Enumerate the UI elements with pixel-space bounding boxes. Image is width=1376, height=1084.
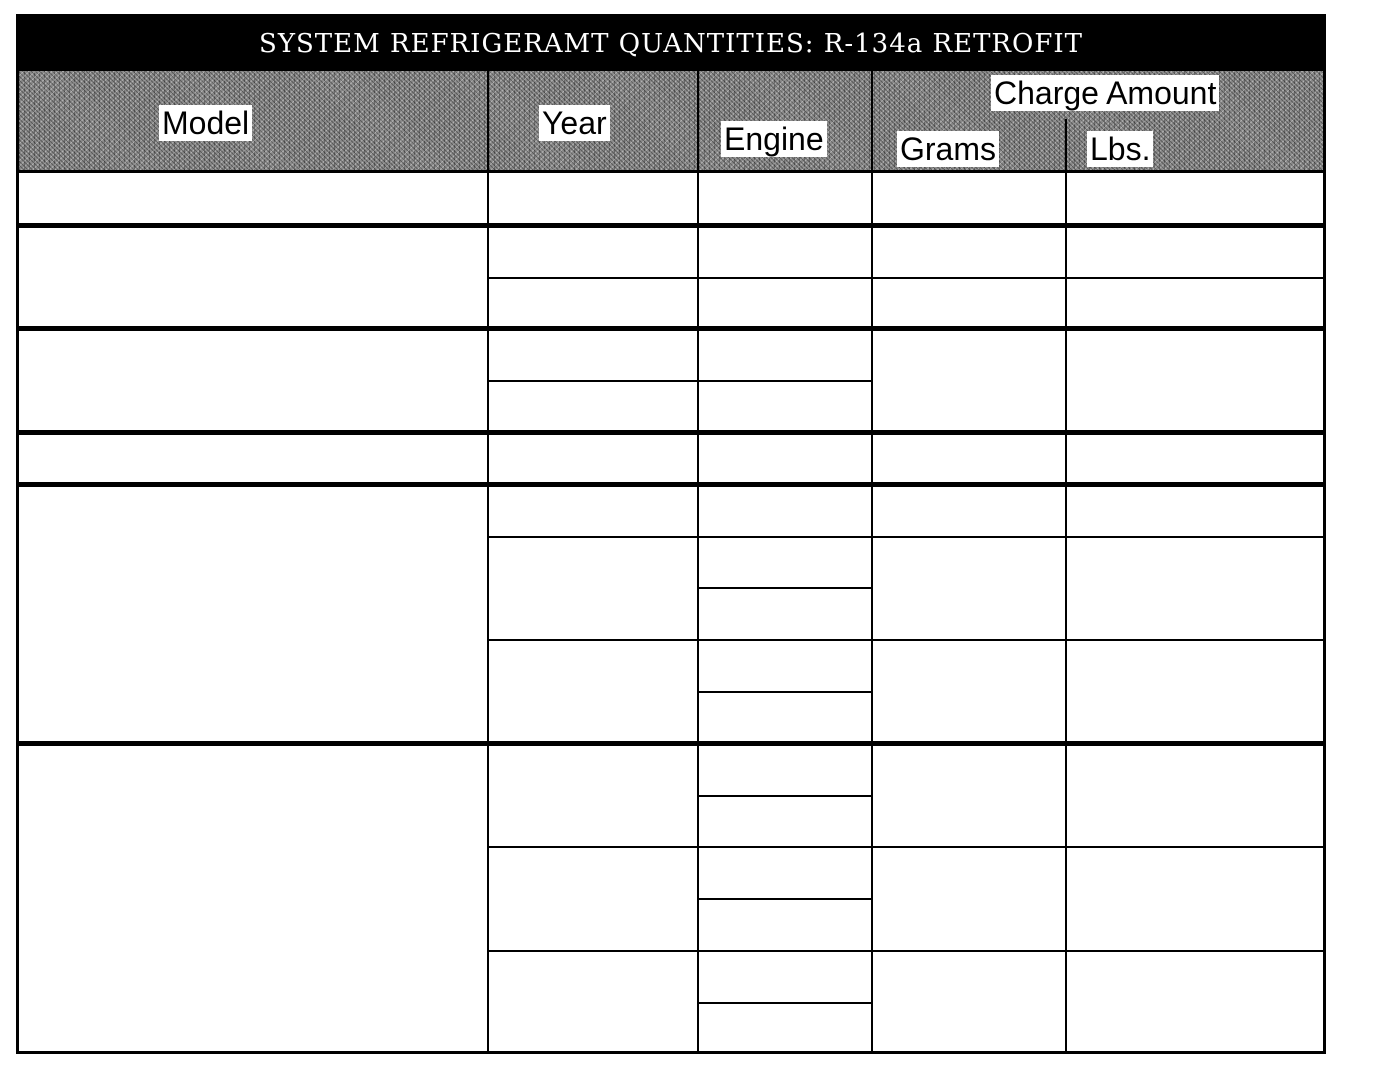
- header-divider: [1065, 119, 1067, 170]
- group-separator: [19, 482, 1323, 487]
- column-divider: [1065, 173, 1067, 1054]
- column-divider: [697, 173, 699, 1054]
- engine-separator: [697, 587, 871, 589]
- refrigerant-table: [16, 14, 1326, 1054]
- group-separator: [19, 223, 1323, 228]
- header-engine: Engine: [721, 121, 827, 157]
- header-year: Year: [539, 105, 610, 141]
- engine-separator: [697, 795, 871, 797]
- row-separator: [487, 277, 1323, 279]
- column-divider: [871, 173, 873, 1054]
- table-title: SYSTEM REFRIGERAMT QUANTITIES: R-134a RETROFIT: [19, 17, 1323, 71]
- header-lbs: Lbs.: [1087, 131, 1153, 167]
- row-separator: [487, 380, 871, 382]
- engine-separator: [697, 898, 871, 900]
- group-separator: [19, 741, 1323, 746]
- row-separator: [487, 639, 1323, 641]
- table-header: [19, 71, 1323, 173]
- row-separator: [487, 536, 1323, 538]
- column-divider: [487, 173, 489, 1054]
- header-divider: [871, 71, 873, 170]
- engine-separator: [697, 691, 871, 693]
- row-separator: [487, 846, 1323, 848]
- row-separator: [487, 950, 1323, 952]
- header-grams: Grams: [897, 131, 999, 167]
- group-separator: [19, 430, 1323, 435]
- header-model: Model: [159, 105, 252, 141]
- header-divider: [697, 71, 699, 170]
- header-divider: [487, 71, 489, 170]
- group-separator: [19, 326, 1323, 331]
- header-charge-amount: Charge Amount: [991, 75, 1219, 111]
- engine-separator: [697, 1002, 871, 1004]
